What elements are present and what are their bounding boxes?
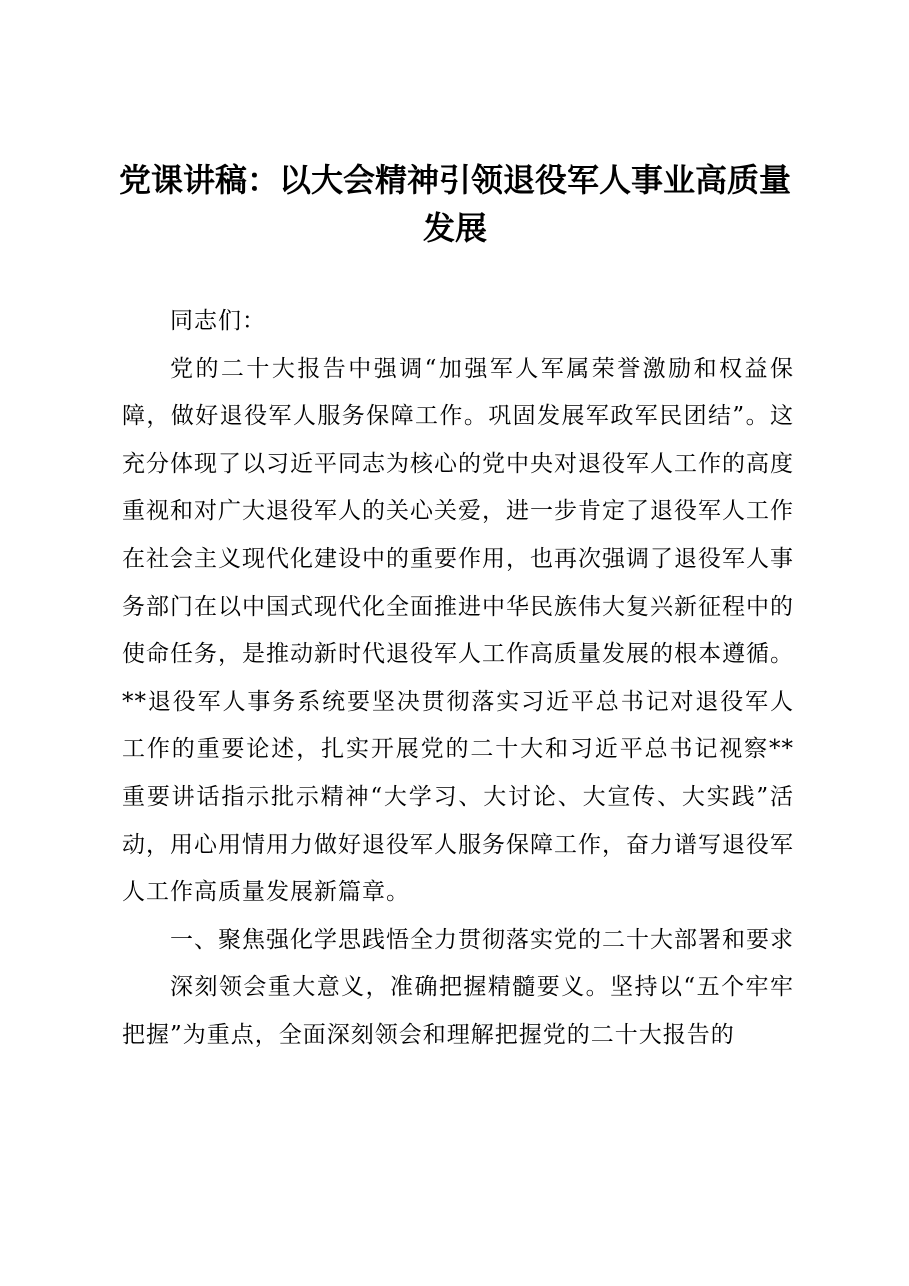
paragraph-intro: 党的二十大报告中强调“加强军人军属荣誉激励和权益保障，做好退役军人服务保障工作。巩固发展军政军民团结”。这充分体现了以习近平同志为核心的党中央对退役军人工作的高度重视和对广大退役军人的关心关爱，进一步肯定了退役军人工作在社会主义现代化建设中的重要作用，也再次强调了退役军人事务部门在以中国式现代化全面推进中华民族伟大复兴新征程中的使命任务，是推动新时代退役军人工作高质量发展的根本遵循。**退役军人事务系统要坚决贯彻落实习近平总书记对退役军人工作的重要论述，扎实开展党的二十大和习近平总书记视察**重要讲话指示批示精神“大学习、大讨论、大宣传、大实践”活动，用心用情用力做好退役军人服务保障工作，奋力谱写退役军人工作高质量发展新篇章。 — [122, 355, 794, 906]
document-title: 党课讲稿：以大会精神引领退役军人事业高质量发展 — [118, 161, 791, 247]
salutation: 同志们： — [170, 308, 266, 334]
paragraph-section-1: 深刻领会重大意义，准确把握精髓要义。坚持以“五个牢牢把握”为重点，全面深刻领会和理解把握党的二十大报告的 — [122, 974, 794, 1048]
document-body — [122, 298, 794, 1060]
section-heading-1: 一、聚焦强化学思践悟全力贯彻落实党的二十大部署和要求 — [170, 926, 794, 953]
